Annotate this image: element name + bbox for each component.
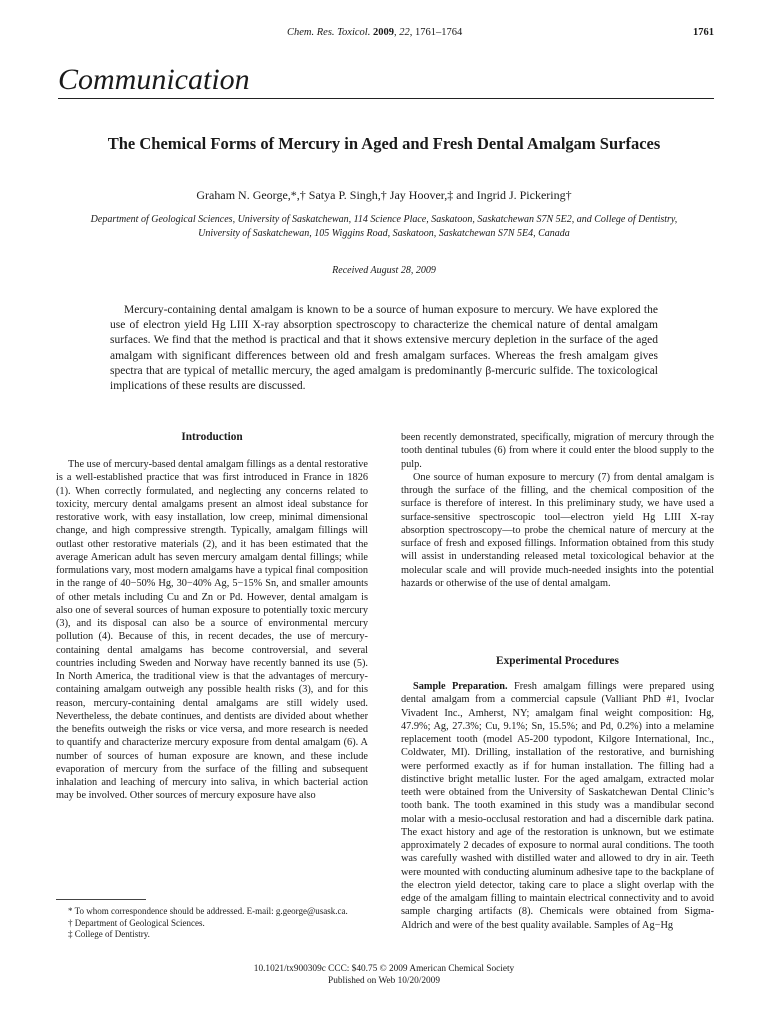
- article-title: The Chemical Forms of Mercury in Aged and Fresh Dental Amalgam Surfaces: [107, 134, 661, 153]
- journal-name: Chem. Res. Toxicol.: [287, 27, 371, 38]
- journal-pages: 1761–1764: [414, 27, 463, 38]
- right-column-bottom: [401, 680, 714, 932]
- footnote-corresponding: * To whom correspondence should be addressed. E-mail: g.george@usask.ca.: [68, 906, 348, 916]
- intro-paragraph-1: The use of mercury-based dental amalgam fillings as a dental restorative is a well-established practice that was first introduced in France in 1826 (1). When correctly formulated, and neglecting any concerns related to toxicity, mercury dental amalgams present an almost ideal substance for restorative work, with easy installation, low creep, minimal dimensional change, and high compressive strength. Typically, amalgam fillings will outlast other restorative materials (2), and it has been estimated that the average American adult has seven mercury amalgam dental fillings; while formulations vary, most modern amalgams have a typical final composition in the range of 40−50% Hg, 30−40% Ag, 5−15% Sn, and smaller amounts of other metals including Cu and Zn or Pd. However, dental amalgam is also one of several sources of human exposure to potentially toxic mercury (3), and its disposal can also be a source of environmental mercury pollution (4). Because of this, in recent decades, the use of mercury-containing dental amalgams has become controversial, and several countries including Sweden and Norway have recently banned its use (5). In North America, the traditional view is that the advantages of mercury-containing amalgam outweigh any possible health risks (3), and for this reason, mercury-containing dental amalgams are still widely used. Nevertheless, the debate continues, and dentists are divided about whether the benefits outweigh the risks or vice versa, and more research is needed to quantify and characterize mercury exposure from dental amalgam (6). A number of sources of human exposure are known, and these include evaporation of mercury from the surface of the filling and subsequent inhalation and leaching of mercury into saliva, in which bacterial action may be involved. Other sources of mercury exposure have also: [56, 459, 368, 802]
- footnote-rule: [56, 899, 146, 900]
- received-date: Received August 28, 2009: [332, 265, 436, 276]
- introduction-heading: Introduction: [181, 431, 243, 443]
- sample-prep-text: Fresh amalgam fillings were prepared using dental amalgam from a commercial capsule (Valliant PhD #1, Ivoclar Vivadent Inc., Amherst, NY; amalgam final weight composition: Hg, 47.9%; Ag, 27.3%; Cu, 9.1%; Sn, 15.5%; and Pd, 0.2%) into a melamine replacement tooth (model A5-200 typodont, Kilgore International, Inc., Coldwater, MI). Drilling, installation of the restorative, and burnishing were performed exactly as if for human installation. The filling had a distinctive bright metallic luster. For the aged amalgam, extracted molar teeth were obtained from the University of Saskatchewan Dental Clinic’s tooth bank. The tooth examined in this study was a mandibular second molar with a mesio-occlusal restoration and had a discernible dark patina. The exact history and age of the restoration is unknown, but we estimate approximately 2 decades of exposure to normal aural conditions. The tooth was carefully washed with distilled water and allowed to dry in air. Teeth were mounted with conducting aluminum adhesive tape to the backplane of the electron yield detector, taking care to place a slight overlap with the edge of the amalgam filling to maintain electrical connectivity and to avoid sample charging artifacts (8). Chemicals were obtained from Sigma-Aldrich and were of the best quality available. Samples of Ag−Hg: [401, 681, 715, 931]
- running-header: Chem. Res. Toxicol. 2009, 22, 1761–1764: [287, 27, 463, 38]
- left-column: [56, 458, 368, 803]
- sample-prep-runin: Sample Preparation.: [413, 681, 508, 692]
- right-column-top: [401, 431, 714, 590]
- page-footer: [160, 963, 608, 987]
- header-rule: [58, 98, 714, 99]
- footnote-ddagger: ‡ College of Dentistry.: [68, 929, 150, 940]
- footer-doi: 10.1021/tx900309c CCC: $40.75 © 2009 American Chemical Society: [253, 964, 515, 974]
- journal-year: 2009: [372, 27, 394, 38]
- sample-prep-paragraph: [401, 680, 714, 932]
- experimental-heading: Experimental Procedures: [496, 655, 619, 667]
- footnote-dagger: † Department of Geological Sciences.: [68, 917, 205, 928]
- section-label: Communication: [58, 63, 250, 96]
- intro-continuation: been recently demonstrated, specifically, migration of mercury through the tooth dentinal tubules (6) from where it could enter the blood supply to the pulp.: [401, 432, 714, 470]
- intro-paragraph-2: One source of human exposure to mercury (7) from dental amalgam is through the surface of the filling, and the chemical composition of the surface is therefore of interest. In this preliminary study, we have used a surface-sensitive spectroscopic tool—electron yield Hg LIII X-ray absorption spectroscopy—to probe the chemical nature of mercury at the surface of fresh and exposed fillings. Information obtained from this study will assist in understanding released metal toxicological behavior at the molecular scale and will provide much-needed insights into the potential hazards or otherwise of the use of dental amalgam.: [401, 471, 714, 589]
- abstract: Mercury-containing dental amalgam is known to be a source of human exposure to mercury. We have explored the use of electron yield Hg L⁢III X-ray absorption spectroscopy to characterize the chemical nature of dental amalgam surfaces. We find that the method is practical and that it shows extensive mercury depletion in the surface of the aged amalgam with significant differences between old and fresh amalgam surfaces. Whereas the fresh amalgam gives spectra that are typical of metallic mercury, the aged amalgam is predominantly β-mercuric sulfide. The toxicological implications of these results are discussed.: [110, 304, 658, 393]
- footnotes: [56, 906, 368, 941]
- affiliations: Department of Geological Sciences, University of Saskatchewan, 114 Science Place, Saskatoon, Saskatchewan S7N 5E2, and College of Dentistry, University of Saskatchewan, 105 Wiggins Road, Saskatoon, Saskatchewan S7N 5E4, Canada: [90, 214, 678, 239]
- footer-published: Published on Web 10/20/2009: [328, 976, 440, 986]
- page-number: 1761: [693, 27, 714, 38]
- author-list: Graham N. George,*,† Satya P. Singh,† Jay Hoover,‡ and Ingrid J. Pickering†: [196, 188, 572, 202]
- journal-volume: 22: [399, 27, 410, 38]
